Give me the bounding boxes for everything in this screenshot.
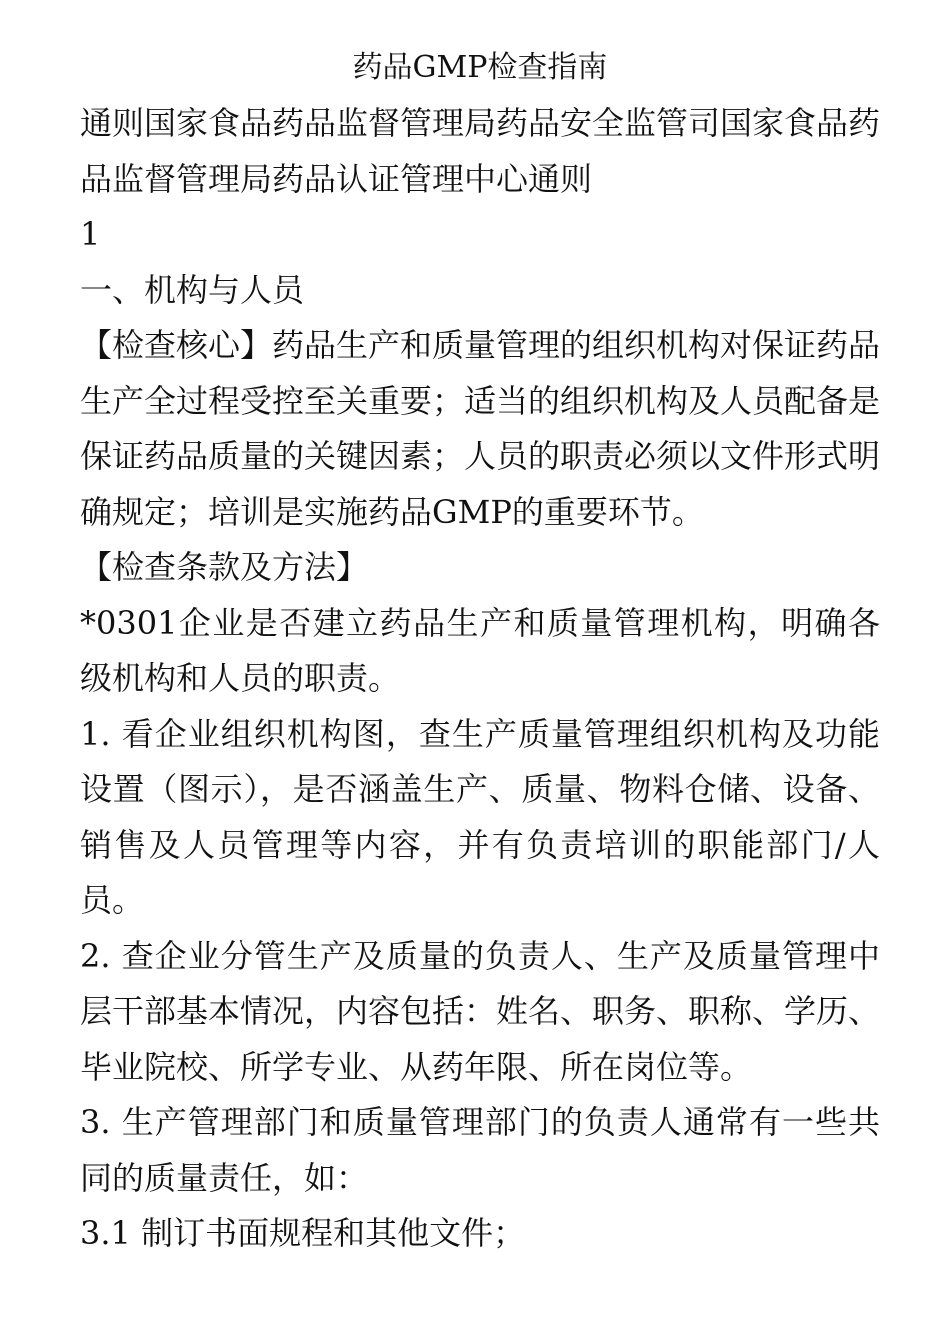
- list-item-1: 1. 看企业组织机构图，查生产质量管理组织机构及功能设置（图示），是否涵盖生产、质量、物料仓储、设备、销售及人员管理等内容，并有负责培训的职能部门/人员。: [80, 714, 880, 919]
- inspection-core-paragraph: 【检查核心】药品生产和质量管理的组织机构对保证药品生产全过程受控至关重要；适当的组织机构及人员配备是保证药品质量的关键因素；人员的职责必须以文件形式明确规定；培训是实施药品GMP的重要环节。: [80, 326, 881, 531]
- section-heading: 一、机构与人员: [80, 270, 305, 309]
- document-page: [80, 40, 880, 1262]
- inspection-clauses-heading: 【检查条款及方法】: [80, 548, 369, 586]
- list-item-3-1: 3.1 制订书面规程和其他文件；: [80, 1214, 526, 1252]
- list-item-2: 2. 查企业分管生产及质量的负责人、生产及质量管理中层干部基本情况，内容包括：姓名、职务、职称、学历、毕业院校、所学专业、从药年限、所在岗位等。: [80, 936, 881, 1086]
- clause-0301: *0301企业是否建立药品生产和质量管理机构，明确各级机构和人员的职责。: [80, 603, 880, 697]
- source-paragraph: 通则国家食品药品监督管理局药品安全监管司国家食品药品监督管理局药品认证管理中心通则: [80, 104, 881, 198]
- page-number: 1: [80, 215, 101, 253]
- list-item-3: 3. 生产管理部门和质量管理部门的负责人通常有一些共同的质量责任，如：: [80, 1103, 880, 1197]
- document-title: 药品GMP检查指南: [352, 50, 608, 85]
